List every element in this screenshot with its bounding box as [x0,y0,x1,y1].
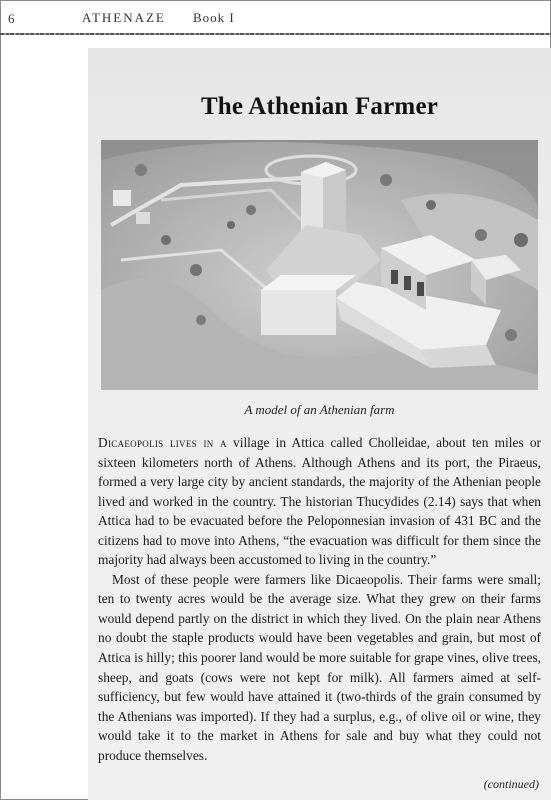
page-number: 6 [8,11,15,26]
paragraph-1 [98,433,541,570]
paragraph-1-text: village in Attica called Cholleidae, about ten miles or sixteen kilometers north of Athens. Although Athens and its port, the Piraeus, formed a very large city by ancient standards, the majority of the Athenian people lived and worked in the country. The historian Thucydides (2.14) says that when Attica had to be evacuated before the Peloponnesian invasion of 431 BC and the citizens had to move into Athens, “the evacuation was difficult for them since the majority had always been accustomed to living in the country.” [98,435,541,568]
book-title: ATHENAZE [82,10,166,25]
lead-in-smallcaps: Dicaeopolis lives in a [98,435,227,450]
paragraph-2: Most of these people were farmers like Dicaeopolis. Their farms were small; ten to twenty acres would be the average size. What they grew on their farms would depend partly on the district in which they lived. On the plain near Athens no doubt the staple products would have been vegetables and grain, but most of Attica is hilly; this poorer land would be more suitable for grape vines, olive trees, sheep, and goats (cows were not kept for milk). All farmers aimed at self-sufficiency, but few would have attained it (two-thirds of the grain consumed by the Athenians was imported). If they had a surplus, e.g., of olive oil or wine, they would take it to the market in Athens for sale and buy what they could not produce themselves. [98,571,541,763]
running-head [8,7,543,31]
farm-model-photo [101,140,538,390]
continued-note: (continued) [483,777,539,791]
essay-body [98,433,541,765]
book-part: Book I [193,10,235,25]
header-rule [0,33,551,35]
essay-title: The Athenian Farmer [200,93,439,120]
figure-caption: A model of an Athenian farm [244,402,395,417]
